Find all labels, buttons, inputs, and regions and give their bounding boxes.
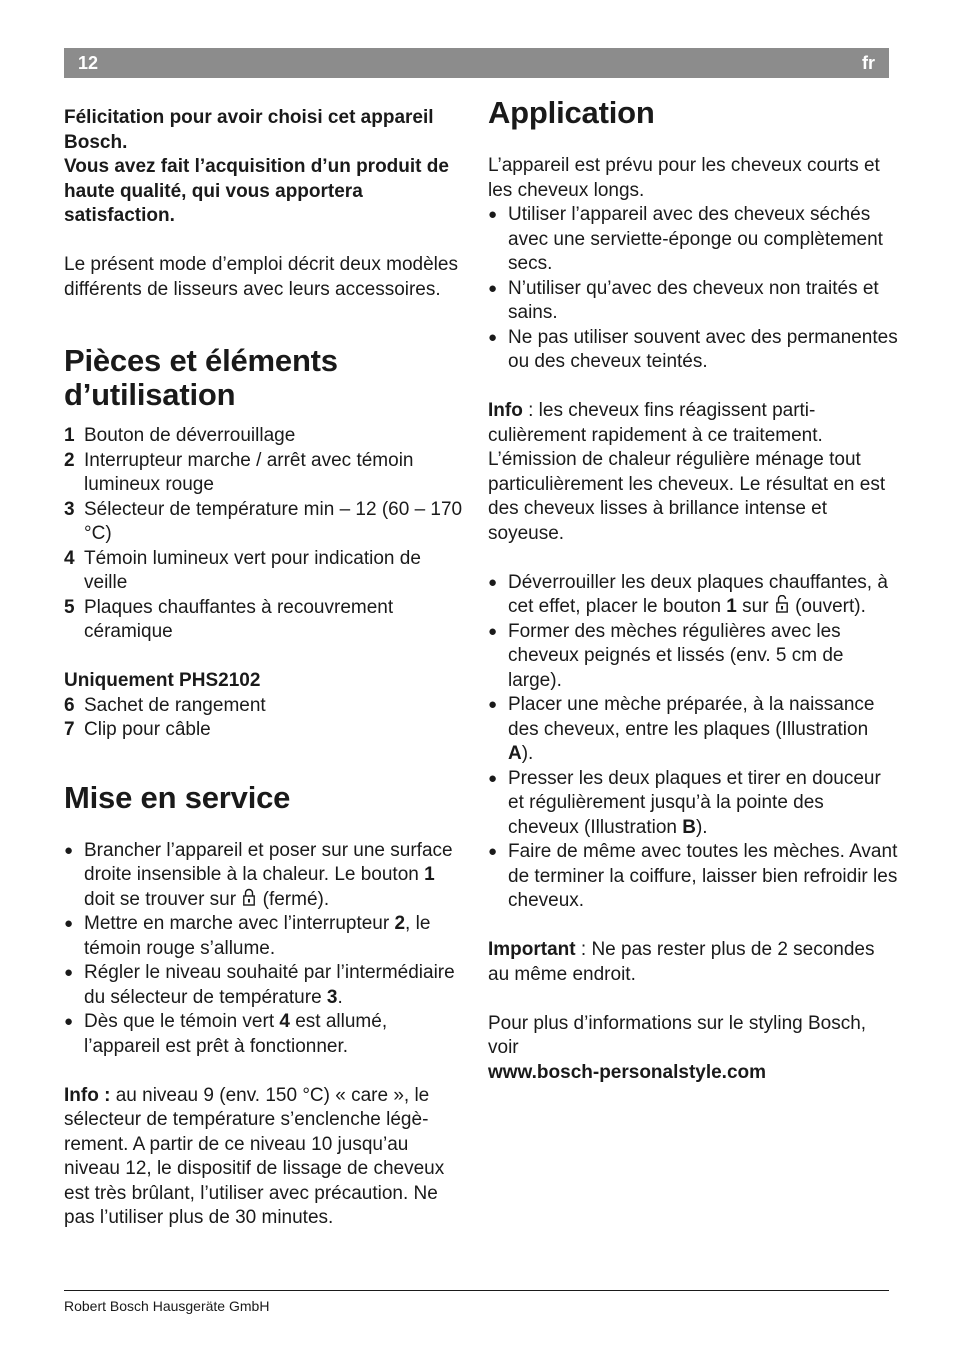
list-item: ● Déverrouiller les deux plaques chauffantes, à cet effet, placer le bouton 1 sur (ouvert). — [488, 571, 898, 620]
list-item: ● Presser les deux plaques et tirer en douceur et régulièrement jusqu’à la pointe des cheveux (Illustration B). — [488, 767, 898, 841]
application-info: Info : les cheveux fins réagissent particulièrement rapidement à ce traitement. L’émission de chaleur régulière ménage tout particulièrement les cheveux. Le résultat en est des cheveux lisses à brillance intense et soyeuse. — [488, 400, 886, 544]
list-item: ● Placer une mèche préparée, à la naissance des cheveux, entre les plaques (Illustration A). — [488, 693, 898, 767]
list-item: ● Mettre en marche avec l’interrupteur 2, le témoin rouge s’allume. — [64, 912, 464, 961]
intro-quality: Vous avez fait l’acquisition d’un produit de haute qualité, qui vous apportera satisfaction. — [64, 156, 449, 226]
service-info: Info : au niveau 9 (env. 150 °C) « care », le sélecteur de température s’enclenche légèrement. A partir de ce niveau 10 jusqu’au niveau 12, le dispositif de lissage de cheveux est très brûlant, l’utiliser avec précaution. Ne pas l’utiliser plus de 30 minutes. — [64, 1084, 445, 1228]
parts-title: Pièces et éléments d’utilisation — [64, 343, 338, 412]
important-note: Important : Ne pas rester plus de 2 secondes au même endroit. — [488, 939, 875, 985]
application-list — [488, 203, 898, 375]
list-item: ● Ne pas utiliser souvent avec des permanentes ou des cheveux teintés. — [488, 326, 898, 375]
list-item: ● Former des mèches régulières avec les cheveux peignés et lissés (env. 5 cm de large). — [488, 620, 898, 694]
only-parts-list — [64, 694, 464, 743]
page-header-bar — [64, 48, 889, 78]
list-item: ● Utiliser l’appareil avec des cheveux séchés avec une serviette-éponge ou complètement secs. — [488, 203, 898, 277]
list-item: ● Régler le niveau souhaité par l’intermédiaire du sélecteur de température 3. — [64, 961, 464, 1010]
service-title: Mise en service — [64, 779, 291, 815]
left-column — [64, 106, 464, 1231]
list-item: 1 Bouton de déverrouillage — [64, 425, 296, 446]
list-item: 2 Interrupteur marche / arrêt avec témoin lumineux rouge — [64, 449, 414, 495]
footer-company: Robert Bosch Hausgeräte GmbH — [64, 1298, 270, 1314]
lock-closed-icon — [243, 888, 255, 906]
list-item: ● N’utiliser qu’avec des cheveux non traités et sains. — [488, 277, 898, 326]
list-item: 7 Clip pour câble — [64, 719, 211, 740]
list-item: 3 Sélecteur de température min – 12 (60 – 170 °C) — [64, 498, 463, 544]
list-item: 4 Témoin lumineux vert pour indication de veille — [64, 547, 421, 593]
more-info-text: Pour plus d’informations sur le styling Bosch, voir — [488, 1012, 867, 1058]
application-intro: L’appareil est prévu pour les cheveux courts et les cheveux longs. — [488, 155, 880, 201]
lock-open-icon — [776, 595, 788, 613]
steps-list — [488, 571, 898, 914]
list-item: ● Faire de même avec toutes les mèches. Avant de terminer la coiffure, laisser bien refroidir les cheveux. — [488, 840, 898, 914]
application-title: Application — [488, 95, 655, 130]
right-column — [488, 96, 898, 1085]
footer-divider — [64, 1290, 889, 1291]
page-number: 12 — [78, 52, 99, 73]
intro-description: Le présent mode d’emploi décrit deux modèles différents de lisseurs avec leurs accessoires. — [64, 254, 458, 300]
list-item: 6 Sachet de rangement — [64, 694, 266, 716]
parts-list — [64, 424, 464, 645]
intro-congrats: Félicitation pour avoir choisi cet appareil Bosch. — [64, 107, 434, 153]
only-model-label: Uniquement PHS2102 — [64, 670, 261, 691]
list-item: ● Dès que le témoin vert 4 est allumé, l’appareil est prêt à fonctionner. — [64, 1010, 464, 1059]
language-code: fr — [862, 52, 875, 73]
service-list — [64, 839, 464, 1060]
list-item: ● Brancher l’appareil et poser sur une surface droite insensible à la chaleur. Le bouton 1 doit se trouver sur (fermé). — [64, 839, 464, 913]
list-item: 5 Plaques chauffantes à recouvrement céramique — [64, 596, 394, 642]
website-link[interactable]: www.bosch-personalstyle.com — [488, 1061, 767, 1083]
